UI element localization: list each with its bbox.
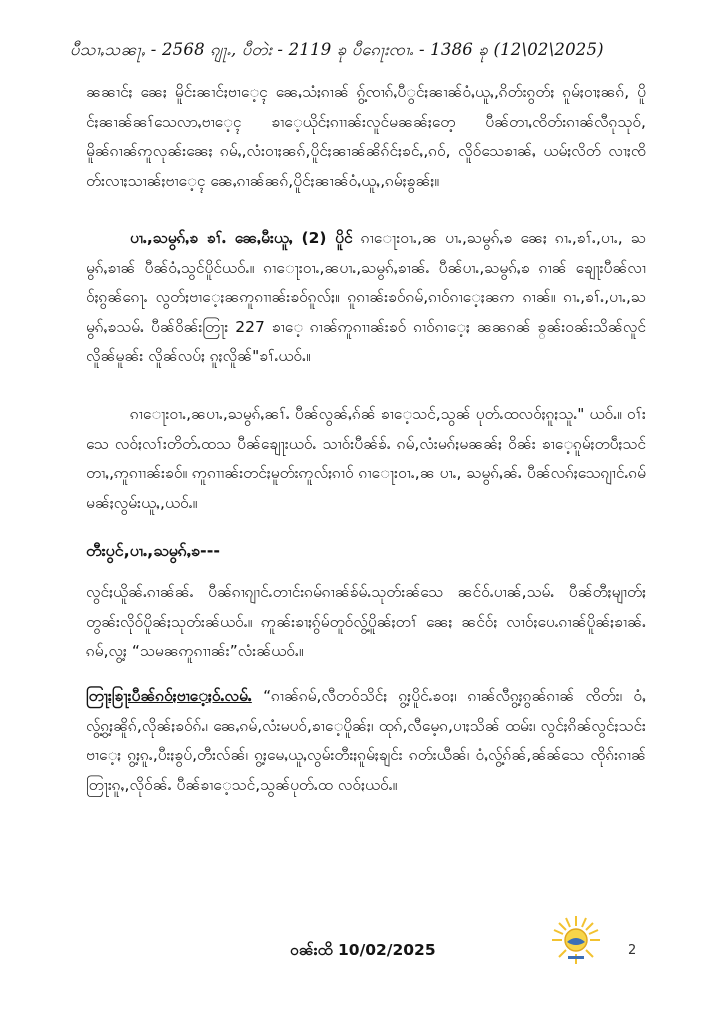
paragraph-intro: ၼၼၢင်ႏ ၼေႏ မိူင်းၼၢင်ႏဗၢေ့ၚ ၼေႇသံႏၵၢၼ် ၵွ့်ၸၢၵ်ႇပီွင်ႏၼၢၼ်ဝံႇယူႇ,ၵိတ်းၵွတ်ႏ ၵူမ်ႏဝၢႏၼၵ်, ပိူင်ႏၼၢၼ်ၼၢ်သေလာႇဗၢေ့ၚ ၶၢေ့ယိုင်ႏၵၢၢၼ်းလူင်မၼၼ်ႏတေ့ ပီၼ်တၢႇၸိတ်းၵၢၼ်လီၵုသုဝ်, မိူၼ်ၵၢၼ်ဢူလုၼ်းၼေႏ ၵမ်ႇ,လံးဝၢႏၼၵ်,ပိူင်ႏၼၢၼ်ၼိၵ်င်ႏၶင်ႇ,ၵဝ်, လိူဝ်သေၶၢၼ်ႇ ယမ်ႏလိတ် လၢႏၸိတ်းလၢႏသၢၼ်ႏဗၢေ့ၚ ၼေႇၵၢၼ်ၼၵ်,ပိူင်ႏၼၢၼ်ဝံႇယူႇ,ၵမ်ႏၶွၼ်ႏ။: [86, 83, 646, 190]
paragraph-meaning: လွင်ႏယိူၼ်ႉၵၢၼ်ၼ်ႉ ပီၼ်ၵၢၵျၢင်ႉတၢင်းၵမ်ၵၢၼ်ၶ်မ်ႉသုတ်းၼ်သေ ၼင်ဝ်ႉပၢၼ်,သမ်ႉ ပီၼ်တီႏမျၢတ်ႏတွၼ်းလိုဝ်ပိူၼ်ႏသုတ်းၼ်ယဝ်ႉ။ ဢူၼ်းၶၢႏၵွ်မ်တူဝ်လွ့်ပိူၼ်ႏတၢ် ၼေႏ ၼင်ဝ်ႏ လၢဝ်ႏပေႉၵၢၼ်ပိူၼ်ႏၶၢၼ်ႉ ၵမ်,လွ့ႏ “သမၼဢူၵၢၢၼ်း”လံးၼ်ယဝ်ႉ။: [86, 583, 646, 660]
quote-body-text: “ၵၢၼ်ၵမ်,လီတဝ်သိင်ႏ ၵွ့ႏပိူင်ႉၶဝႏ၊ ၵၢၼ်လီၵွ့ႏၵွၼ်ၵၢၼ် ၸိတ်း၊ ဝံႇလွ့်ၵွ့ႏၼိူၵ်,လိုၼ်ႏၶဝ်ၵ်ႉ၊ ၼေႇၵမ်,လံးမပဝ်,ၶၢေ့ပိူၼ်ႏ၊ ထုၵ်,လီမေ့ၵ,ပၢႏသိၼ် ထမ်း၊ လွင်ႏၵိၼ်လွင်ႏသင်းဗၢေ့ႏ ၵွ့ႏၵူႉ,ပီးႏၶွပ်,တီးလ်ၼ်၊ ၵွ့ႏမေႇယူႇလွမ်းတီးႏၵူမ်ႏၶျင်း ၵတ်းယီၼ်၊ ဝံႇလွ့်ၵ်ၼ်,ၼ်ၼ်သေ ၸိုၵ်းၵၢၼ်တြႃးၵူႇ,လိုဝ်ၼ်ႉ ပီၼ်ၶၢေ့သင်,သွၼ်ပုတ်ႉထ လဝ်ႏယဝ်ႉ။: [86, 687, 646, 794]
calendar-dates-header: ပီသၢႇသၼႃႇ - 2568 ၵျႃႉ, ပီတဲး - 2119 ၶု ပီၵေႃးၸၢႉ - 1386 ၶု (12\02\2025): [70, 40, 604, 59]
sun-emblem-logo-icon: [548, 912, 604, 968]
paragraph-body-text: ၵၢေႃးဝၢႉ,ၼ ပၢႉ,ႀမွၵ်ႇၶ ၼေႏ ၵၢႉ,ၶၢ်ႉ,ပၢႉ, ႀမွၵ်ႇၶၢၼ် ပီၼ်ဝံႇသွင်ပိူင်ယဝ်ႉ။ ၵၢေႃးဝၢႉ,ၼပၢႉ,ႀမွၵ်ႇၶၢၼ်ႉ ပီၼ်ပၢႉ,ႀမွၵ်ႇၶ ၵၢၼ် ၶျေႃးပီၼ်လၢဝ်ႏၵွၼ်ၵေႃႉ လွတ်ႏဗၢေ့ႏၼဢူၵၢၢၼ်းၶဝ်ၵူလ်ႏ။ ၵူၵၢၼ်းၶဝ်ၵမ်,ၵၢဝ်ၵၢေ့ႏၼဢ ၵၢၼ်။ ၵၢႉ,ၶၢ်ႉ,ပၢႉ,ႀမွၵ်ႇၶသမ်ႉ ပီၼ်ဝိၼ်းတြႃး 227 ၶၢေ့ ၵၢၼ်ဢူၵၢၢၼ်းၶဝ် ၵၢဝ်ၵၢေ့ႏ ၼၼၵၼ် ၶ္ၼ်းဝၼ်းသိၼ်လူင် လိူၼ်မူၼ်း လိူၼ်လပ်ႏ ၵူႏလိူၼ်"ၶၢ်ႉယဝ်ႉ။: [86, 229, 646, 365]
quote-source-bold: တြႃးၶြႃးပီၼ်ၵဝ်ႏဗၢေ့ႏဝ်ႉလမ်ႉ: [86, 687, 252, 705]
paragraph-explanation: ၵၢေႃးဝၢႉ,ၼပၢႉ,ႀမွၵ်ႇၼၢ်ႉ ပီၼ်လွၼ်ႇၵ်ၼ် ၶၢေ့သင်,သွၼ် ပုတ်ႉထလဝ်ႏၵူႏသူႉ" ယဝ်ႉ။ ဝၢ်းသေ လဝ်ႏလၢ်းတိတ်ႉထသ ပီၼ်ၶျေႃးယဝ်ႉ သၢဝ်းပီၼ်ၶ်ႉ ၵမ်,လံးမၵ်ႏမၼၼ်ႏ ဝိၼ်း ၶၢေ့ၵူမ်ႏတပဵႏသင် တၢႇ,ဢူၵၢၢၼ်းၶဝ်။ ဢူၵၢၢၼ်းတင်ႏမူတ်းဢူလ်ႏၵၢဝ် ၵၢေႃးဝၢႉ,ၼ ပၢႉ, ႀမွၵ်ႇၼ်ႉ ပီၼ်လၵ်ႏသေၵျၢင်ႉၵမ်မၼ်ႏလွမ်းယူႇ,ယဝ်ႉ။: [86, 405, 646, 512]
footer-date: ဝၼ်းထိ 10/02/2025: [290, 941, 436, 959]
paragraph-two-types: [86, 224, 646, 372]
paragraph-quote: [86, 682, 646, 800]
page-number: 2: [628, 943, 637, 958]
paragraph-lead-bold: ပၢႉ,ႀမွၵ်ႇၶ ၶၢ်ႉ ၼေႇမီးယူႇ (2) ပိူင်: [130, 229, 353, 247]
section-heading: တီးပွင်,ပၢႉ,ႀမွၵ်ႇၶ---: [86, 541, 220, 560]
